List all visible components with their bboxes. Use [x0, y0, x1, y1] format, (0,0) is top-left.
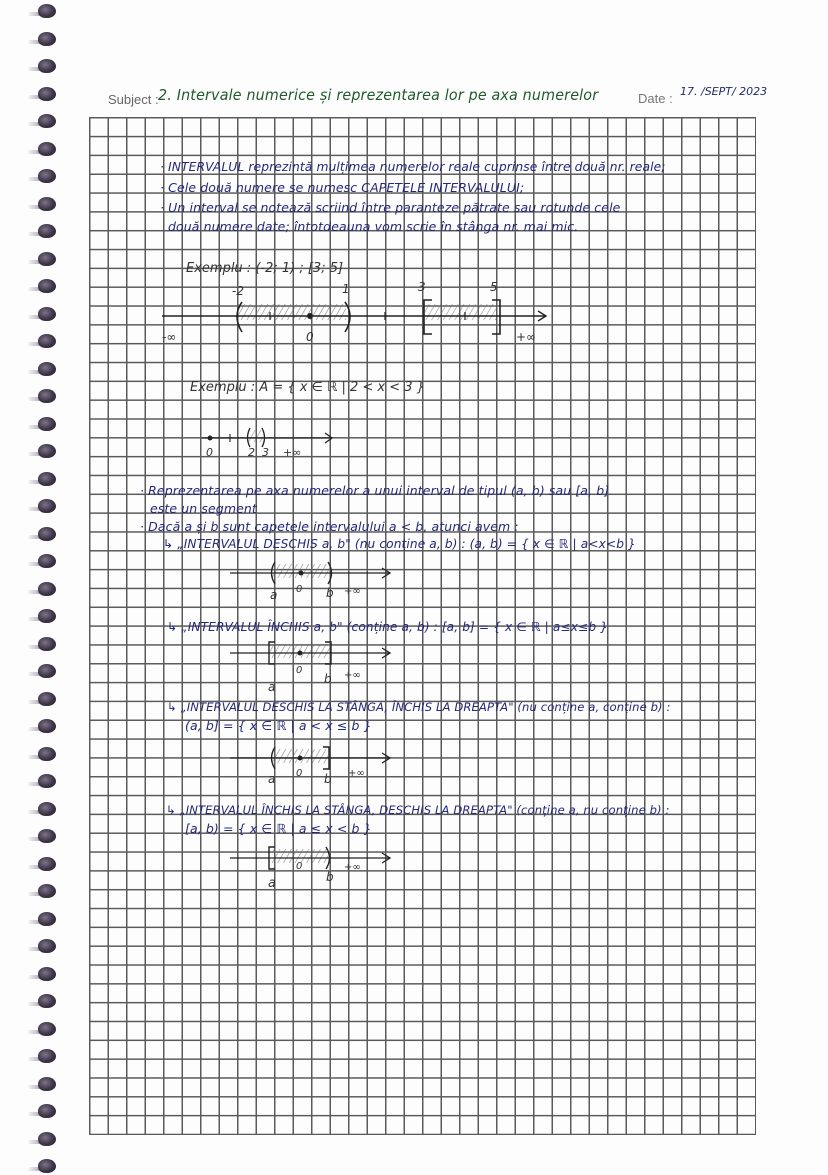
spiral-ring	[28, 252, 58, 268]
page-header	[108, 84, 778, 114]
tick-minus2: -2	[232, 284, 244, 298]
spiral-ring	[28, 417, 58, 433]
spiral-ring	[28, 719, 58, 735]
bullet-segment: · Reprezentarea pe axa numerelor a unui interval de tipul (a, b) sau [a, b]	[140, 483, 610, 498]
tick-5: 5	[490, 280, 498, 294]
bullet-endpoints-ab: · Dacă a și b sunt capetele intervalului a < b, atunci avem :	[140, 519, 519, 534]
bullet-notation: · Un interval se notează scriind între paranteze pătrate sau rotunde cele	[160, 200, 621, 215]
spiral-ring	[28, 829, 58, 845]
spiral-ring	[28, 224, 58, 240]
spiral-ring	[28, 169, 58, 185]
tick-1: 1	[342, 282, 350, 296]
spiral-ring	[28, 527, 58, 543]
left-open-label-a: a	[268, 772, 276, 786]
closed-label-a: a	[268, 680, 276, 694]
spiral-ring	[28, 499, 58, 515]
spiral-ring	[28, 87, 58, 103]
spiral-ring	[28, 279, 58, 295]
spiral-ring	[28, 609, 58, 625]
spiral-ring	[28, 664, 58, 680]
closed-label-0: 0	[296, 665, 303, 676]
ex2-pos-infinity: +∞	[283, 446, 302, 459]
bullet-definition: · INTERVALUL reprezintă mulțimea numerelor reale cuprinse între două nr. reale;	[160, 160, 666, 174]
spiral-ring	[28, 32, 58, 48]
spiral-ring	[28, 444, 58, 460]
subject-label: Subject :	[108, 92, 159, 107]
spiral-binding	[28, 0, 68, 1171]
right-open-label-b: b	[326, 870, 334, 884]
neg-infinity: -∞	[162, 330, 177, 344]
example2-label: Exemplu : A = { x ∈ ℝ | 2 < x < 3 }	[190, 380, 425, 395]
spiral-ring	[28, 334, 58, 350]
spiral-ring	[28, 994, 58, 1010]
spiral-ring	[28, 912, 58, 928]
right-open-label-0: 0	[296, 861, 303, 872]
date-value: 17. /SEPT/ 2023	[680, 85, 768, 98]
subject-title: 2. Intervale numerice și reprezentarea lor pe axa numerelor	[158, 86, 599, 104]
spiral-ring	[28, 389, 58, 405]
spiral-ring	[28, 307, 58, 323]
spiral-ring	[28, 692, 58, 708]
spiral-ring	[28, 939, 58, 955]
spiral-ring	[28, 472, 58, 488]
spiral-ring	[28, 114, 58, 130]
ex2-tick-3: 3	[262, 446, 269, 459]
interval-closed-line	[230, 640, 400, 670]
interval-right-open-formula: [a, b) = { x ∈ ℝ | a ≤ x < b }	[185, 821, 372, 836]
left-open-label-b: b	[324, 772, 332, 786]
ex2-tick-2: 2	[248, 446, 255, 459]
pos-infinity: +∞	[516, 330, 537, 344]
spiral-ring	[28, 802, 58, 818]
spiral-ring	[28, 197, 58, 213]
interval-open-line	[230, 560, 400, 590]
example2-number-line	[200, 425, 340, 455]
right-open-label-inf: +∞	[344, 862, 361, 873]
bullet-endpoints: · Cele două numere se numesc CAPETELE INTERVALULUI;	[160, 180, 525, 195]
ex2-tick-0: 0	[206, 446, 213, 459]
spiral-ring	[28, 142, 58, 158]
left-open-label-inf: +∞	[348, 768, 365, 779]
tick-3: 3	[418, 280, 426, 294]
example1-label: Exemplu : (-2; 1) ; [3; 5]	[186, 261, 344, 276]
interval-right-open-title: ↳ „INTERVALUL ÎNCHIS LA STÂNGA, DESCHIS LA DREAPTA" (conține a, nu conține b) :	[166, 803, 670, 817]
right-open-label-a: a	[268, 876, 276, 891]
closed-label-b: b	[324, 672, 332, 686]
spiral-ring	[28, 774, 58, 790]
left-open-label-0: 0	[296, 768, 303, 779]
spiral-ring	[28, 1132, 58, 1148]
interval-closed-title: ↳ „INTERVALUL ÎNCHIS a, b" (conține a, b) : [a, b] = { x ∈ ℝ | a≤x≤b }	[167, 620, 609, 634]
open-label-inf: +∞	[344, 586, 361, 597]
interval-left-open-title: ↳ „INTERVALUL DESCHIS LA STÂNGA, ÎNCHIS LA DREAPTA" (nu conține a, conține b) :	[167, 700, 671, 714]
bullet-notation-cont: două numere date; întotdeauna vom scrie în stânga nr. mai mic.	[168, 219, 579, 234]
interval-right-open-line	[230, 845, 400, 875]
spiral-ring	[28, 59, 58, 75]
spiral-ring	[28, 857, 58, 873]
spiral-ring	[28, 967, 58, 983]
open-label-b: b	[326, 586, 334, 600]
spiral-ring	[28, 582, 58, 598]
open-label-a: a	[270, 588, 278, 602]
tick-0: 0	[306, 330, 314, 344]
open-label-0: 0	[296, 584, 303, 595]
spiral-ring	[28, 362, 58, 378]
spiral-ring	[28, 1159, 58, 1175]
spiral-ring	[28, 1077, 58, 1093]
bullet-segment-cont: este un segment	[150, 501, 257, 516]
interval-left-open-line	[230, 745, 400, 775]
spiral-ring	[28, 4, 58, 20]
interval-left-open-formula: (a, b] = { x ∈ ℝ | a < x ≤ b }	[185, 718, 372, 733]
closed-label-inf: +∞	[344, 670, 361, 681]
spiral-ring	[28, 1022, 58, 1038]
spiral-ring	[28, 1104, 58, 1120]
spiral-ring	[28, 637, 58, 653]
example1-number-line	[160, 280, 560, 350]
spiral-ring	[28, 1049, 58, 1065]
spiral-ring	[28, 884, 58, 900]
interval-open-title: ↳ „INTERVALUL DESCHIS a, b" (nu conține a, b) : (a, b) = { x ∈ ℝ | a<x<b }	[163, 537, 636, 551]
spiral-ring	[28, 554, 58, 570]
date-label: Date :	[638, 91, 673, 106]
spiral-ring	[28, 747, 58, 763]
